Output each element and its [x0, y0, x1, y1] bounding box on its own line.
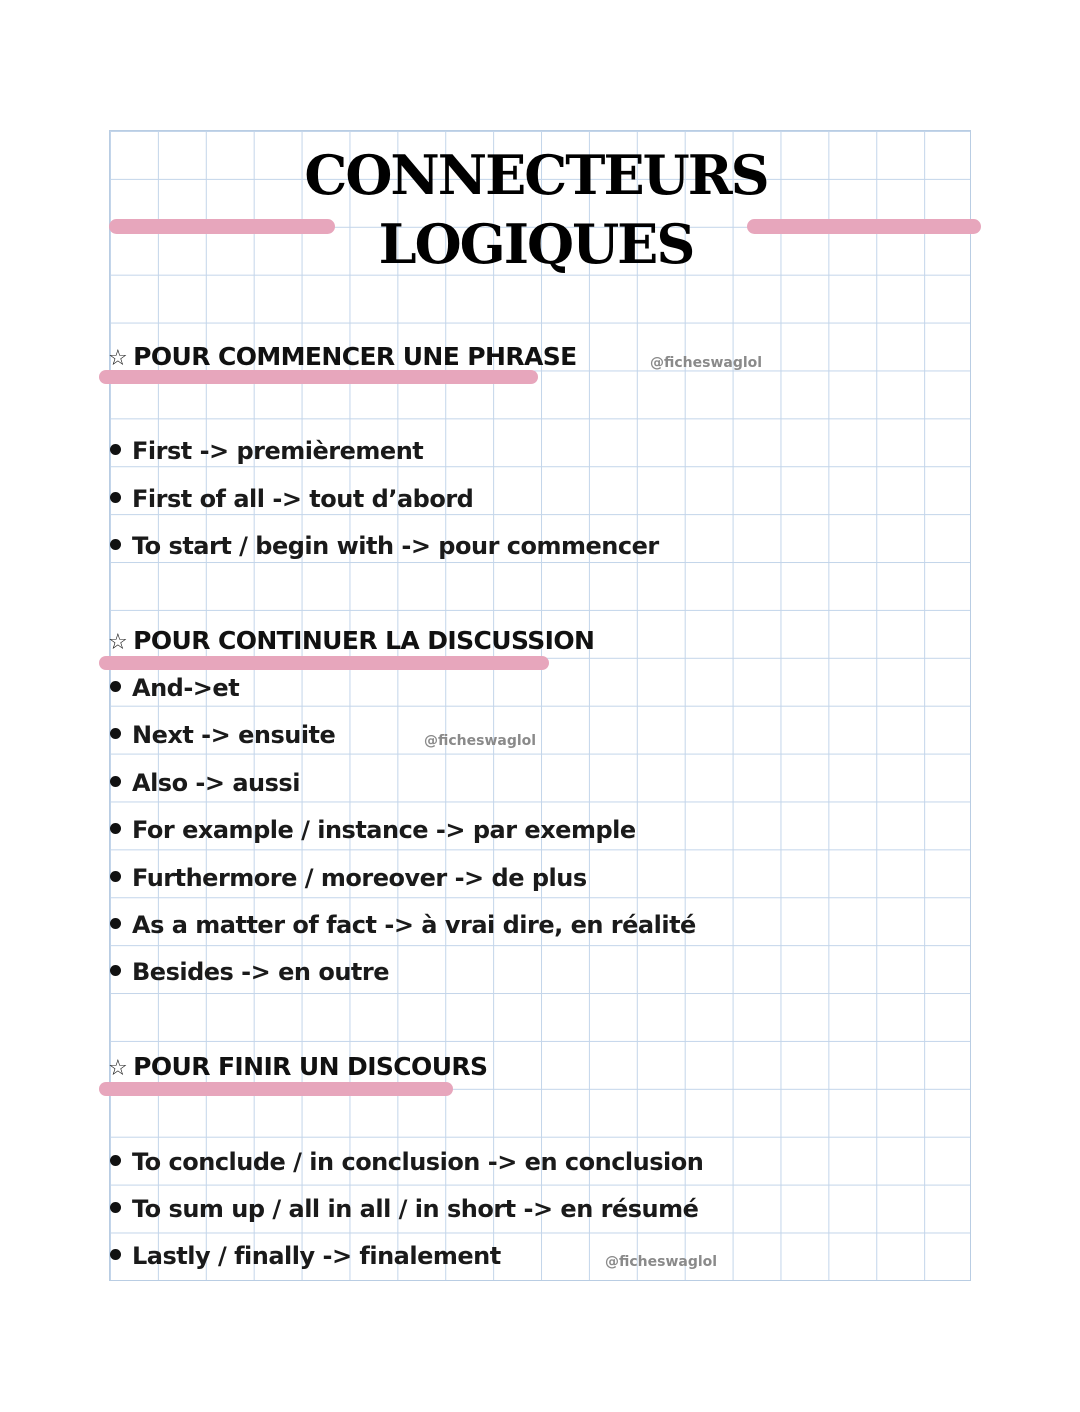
section-heading-continuer — [108, 626, 594, 655]
bullet-dot-icon — [110, 776, 121, 787]
list-item — [110, 437, 423, 465]
list-item-text: For example / instance -> par exemple — [132, 816, 636, 844]
list-item-text: Besides -> en outre — [132, 958, 389, 986]
list-item-text: Lastly / finally -> finalement — [132, 1242, 501, 1270]
section-highlight — [99, 370, 538, 384]
section-highlight — [99, 1082, 453, 1096]
list-item — [110, 958, 389, 986]
list-item — [110, 769, 300, 797]
star-outline-icon: ☆ — [108, 630, 128, 655]
list-item — [110, 864, 587, 892]
list-item-text: Furthermore / moreover -> de plus — [132, 864, 587, 892]
bullet-dot-icon — [110, 871, 121, 882]
section-heading-label: POUR FINIR UN DISCOURS — [133, 1052, 488, 1081]
list-item-text: First of all -> tout d’abord — [132, 485, 474, 513]
section-highlight — [99, 656, 549, 670]
bullet-dot-icon — [110, 1202, 121, 1213]
list-item — [110, 1148, 703, 1176]
list-item — [110, 532, 659, 560]
bullet-dot-icon — [110, 539, 121, 550]
bullet-dot-icon — [110, 1155, 121, 1166]
list-item — [110, 1195, 698, 1223]
list-item-text: As a matter of fact -> à vrai dire, en réalité — [132, 911, 696, 939]
section-heading-label: POUR CONTINUER LA DISCUSSION — [133, 626, 595, 655]
list-item — [110, 721, 335, 749]
list-item-text: To start / begin with -> pour commencer — [132, 532, 659, 560]
bullet-dot-icon — [110, 728, 121, 739]
star-outline-icon: ☆ — [108, 1056, 128, 1081]
section-heading-commencer — [108, 342, 577, 371]
list-item — [110, 674, 239, 702]
list-item — [110, 485, 473, 513]
list-item-text: First -> premièrement — [132, 437, 424, 465]
bullet-dot-icon — [110, 444, 121, 455]
list-item-text: And->et — [132, 674, 240, 702]
section-heading-label: POUR COMMENCER UNE PHRASE — [133, 342, 577, 371]
list-item-text: To sum up / all in all / in short -> en résumé — [132, 1195, 699, 1223]
bullet-dot-icon — [110, 1249, 121, 1260]
grid-paper — [109, 130, 971, 1281]
page-title-line-2: LOGIQUES — [378, 212, 694, 276]
page-title-line-1: CONNECTEURS — [304, 143, 768, 207]
list-item — [110, 911, 696, 939]
bullet-dot-icon — [110, 681, 121, 692]
watermark: @ficheswaglol — [424, 733, 537, 749]
section-heading-finir — [108, 1052, 487, 1081]
bullet-dot-icon — [110, 823, 121, 834]
star-outline-icon: ☆ — [108, 346, 128, 371]
bullet-dot-icon — [110, 918, 121, 929]
list-item — [110, 816, 636, 844]
bullet-dot-icon — [110, 492, 121, 503]
list-item-text: To conclude / in conclusion -> en conclusion — [132, 1148, 704, 1176]
watermark: @ficheswaglol — [605, 1254, 718, 1270]
bullet-dot-icon — [110, 965, 121, 976]
list-item-text: Next -> ensuite — [132, 721, 336, 749]
list-item — [110, 1242, 501, 1270]
watermark: @ficheswaglol — [650, 355, 763, 371]
list-item-text: Also -> aussi — [132, 769, 300, 797]
